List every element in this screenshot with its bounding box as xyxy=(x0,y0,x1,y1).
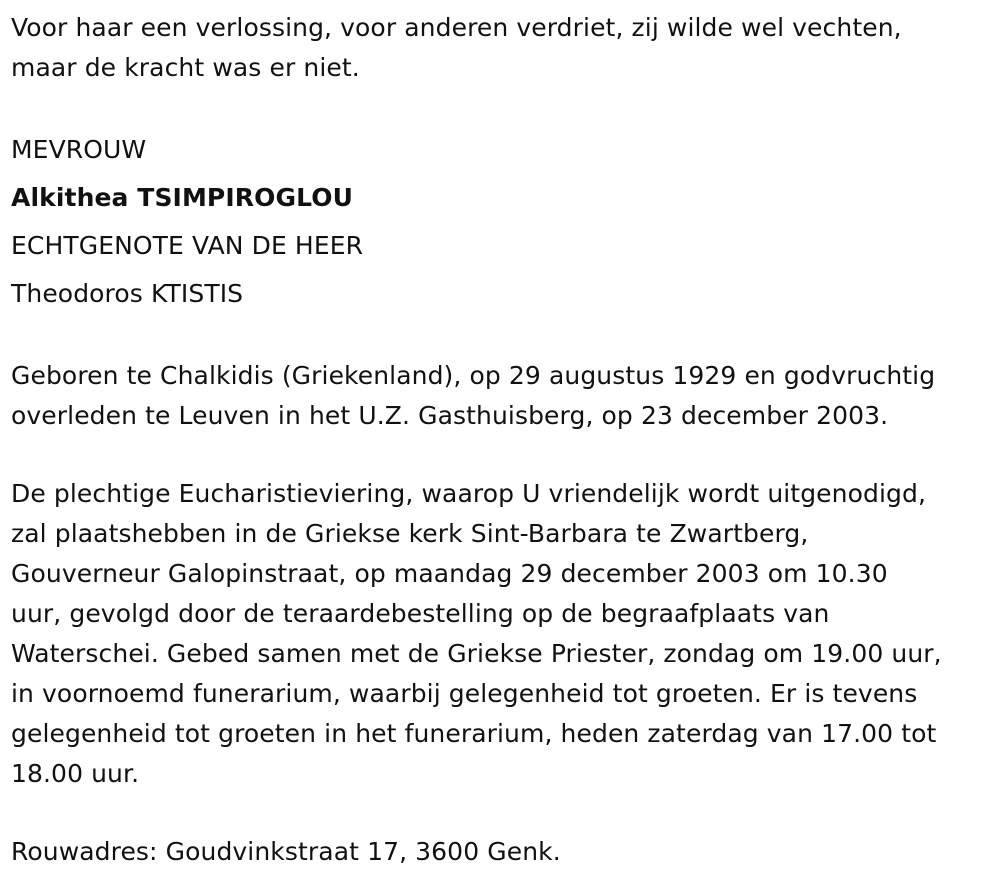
deceased-name: Alkithea TSIMPIROGLOU xyxy=(11,183,353,212)
honorific: MEVROUW xyxy=(11,135,147,164)
text-line: 18.00 uur. xyxy=(11,759,140,788)
relation-label: ECHTGENOTE VAN DE HEER xyxy=(11,231,364,260)
text-line: Geboren te Chalkidis (Griekenland), op 29 augustus 1929 en godvruchtig xyxy=(11,361,936,390)
person-block xyxy=(11,126,996,318)
text-line: uur, gevolgd door de teraardebestelling op de begraafplaats van xyxy=(11,599,830,628)
text-line: overleden te Leuven in het U.Z. Gasthuisberg, op 23 december 2003. xyxy=(11,401,889,430)
text-line: zal plaatshebben in de Griekse kerk Sint-Barbara te Zwartberg, xyxy=(11,519,809,548)
mourning-address: Rouwadres: Goudvinkstraat 17, 3600 Genk. xyxy=(11,837,561,866)
death-notice xyxy=(11,8,996,872)
text-line: in voornoemd funerarium, waarbij gelegenheid tot groeten. Er is tevens xyxy=(11,679,918,708)
text-line: gelegenheid tot groeten in het funerarium, heden zaterdag van 17.00 tot xyxy=(11,719,937,748)
birth-death-paragraph xyxy=(11,356,996,436)
intro-line: Voor haar een verlossing, voor anderen verdriet, zij wilde wel vechten, xyxy=(11,13,902,42)
text-line: Gouverneur Galopinstraat, op maandag 29 december 2003 om 10.30 xyxy=(11,559,888,588)
text-line: De plechtige Eucharistieviering, waarop U vriendelijk wordt uitgenodigd, xyxy=(11,479,926,508)
intro-line: maar de kracht was er niet. xyxy=(11,53,360,82)
intro-verse xyxy=(11,8,996,88)
ceremony-paragraph xyxy=(11,474,996,794)
text-line: Waterschei. Gebed samen met de Griekse Priester, zondag om 19.00 uur, xyxy=(11,639,942,668)
spouse-name: Theodoros KTISTIS xyxy=(11,279,244,308)
